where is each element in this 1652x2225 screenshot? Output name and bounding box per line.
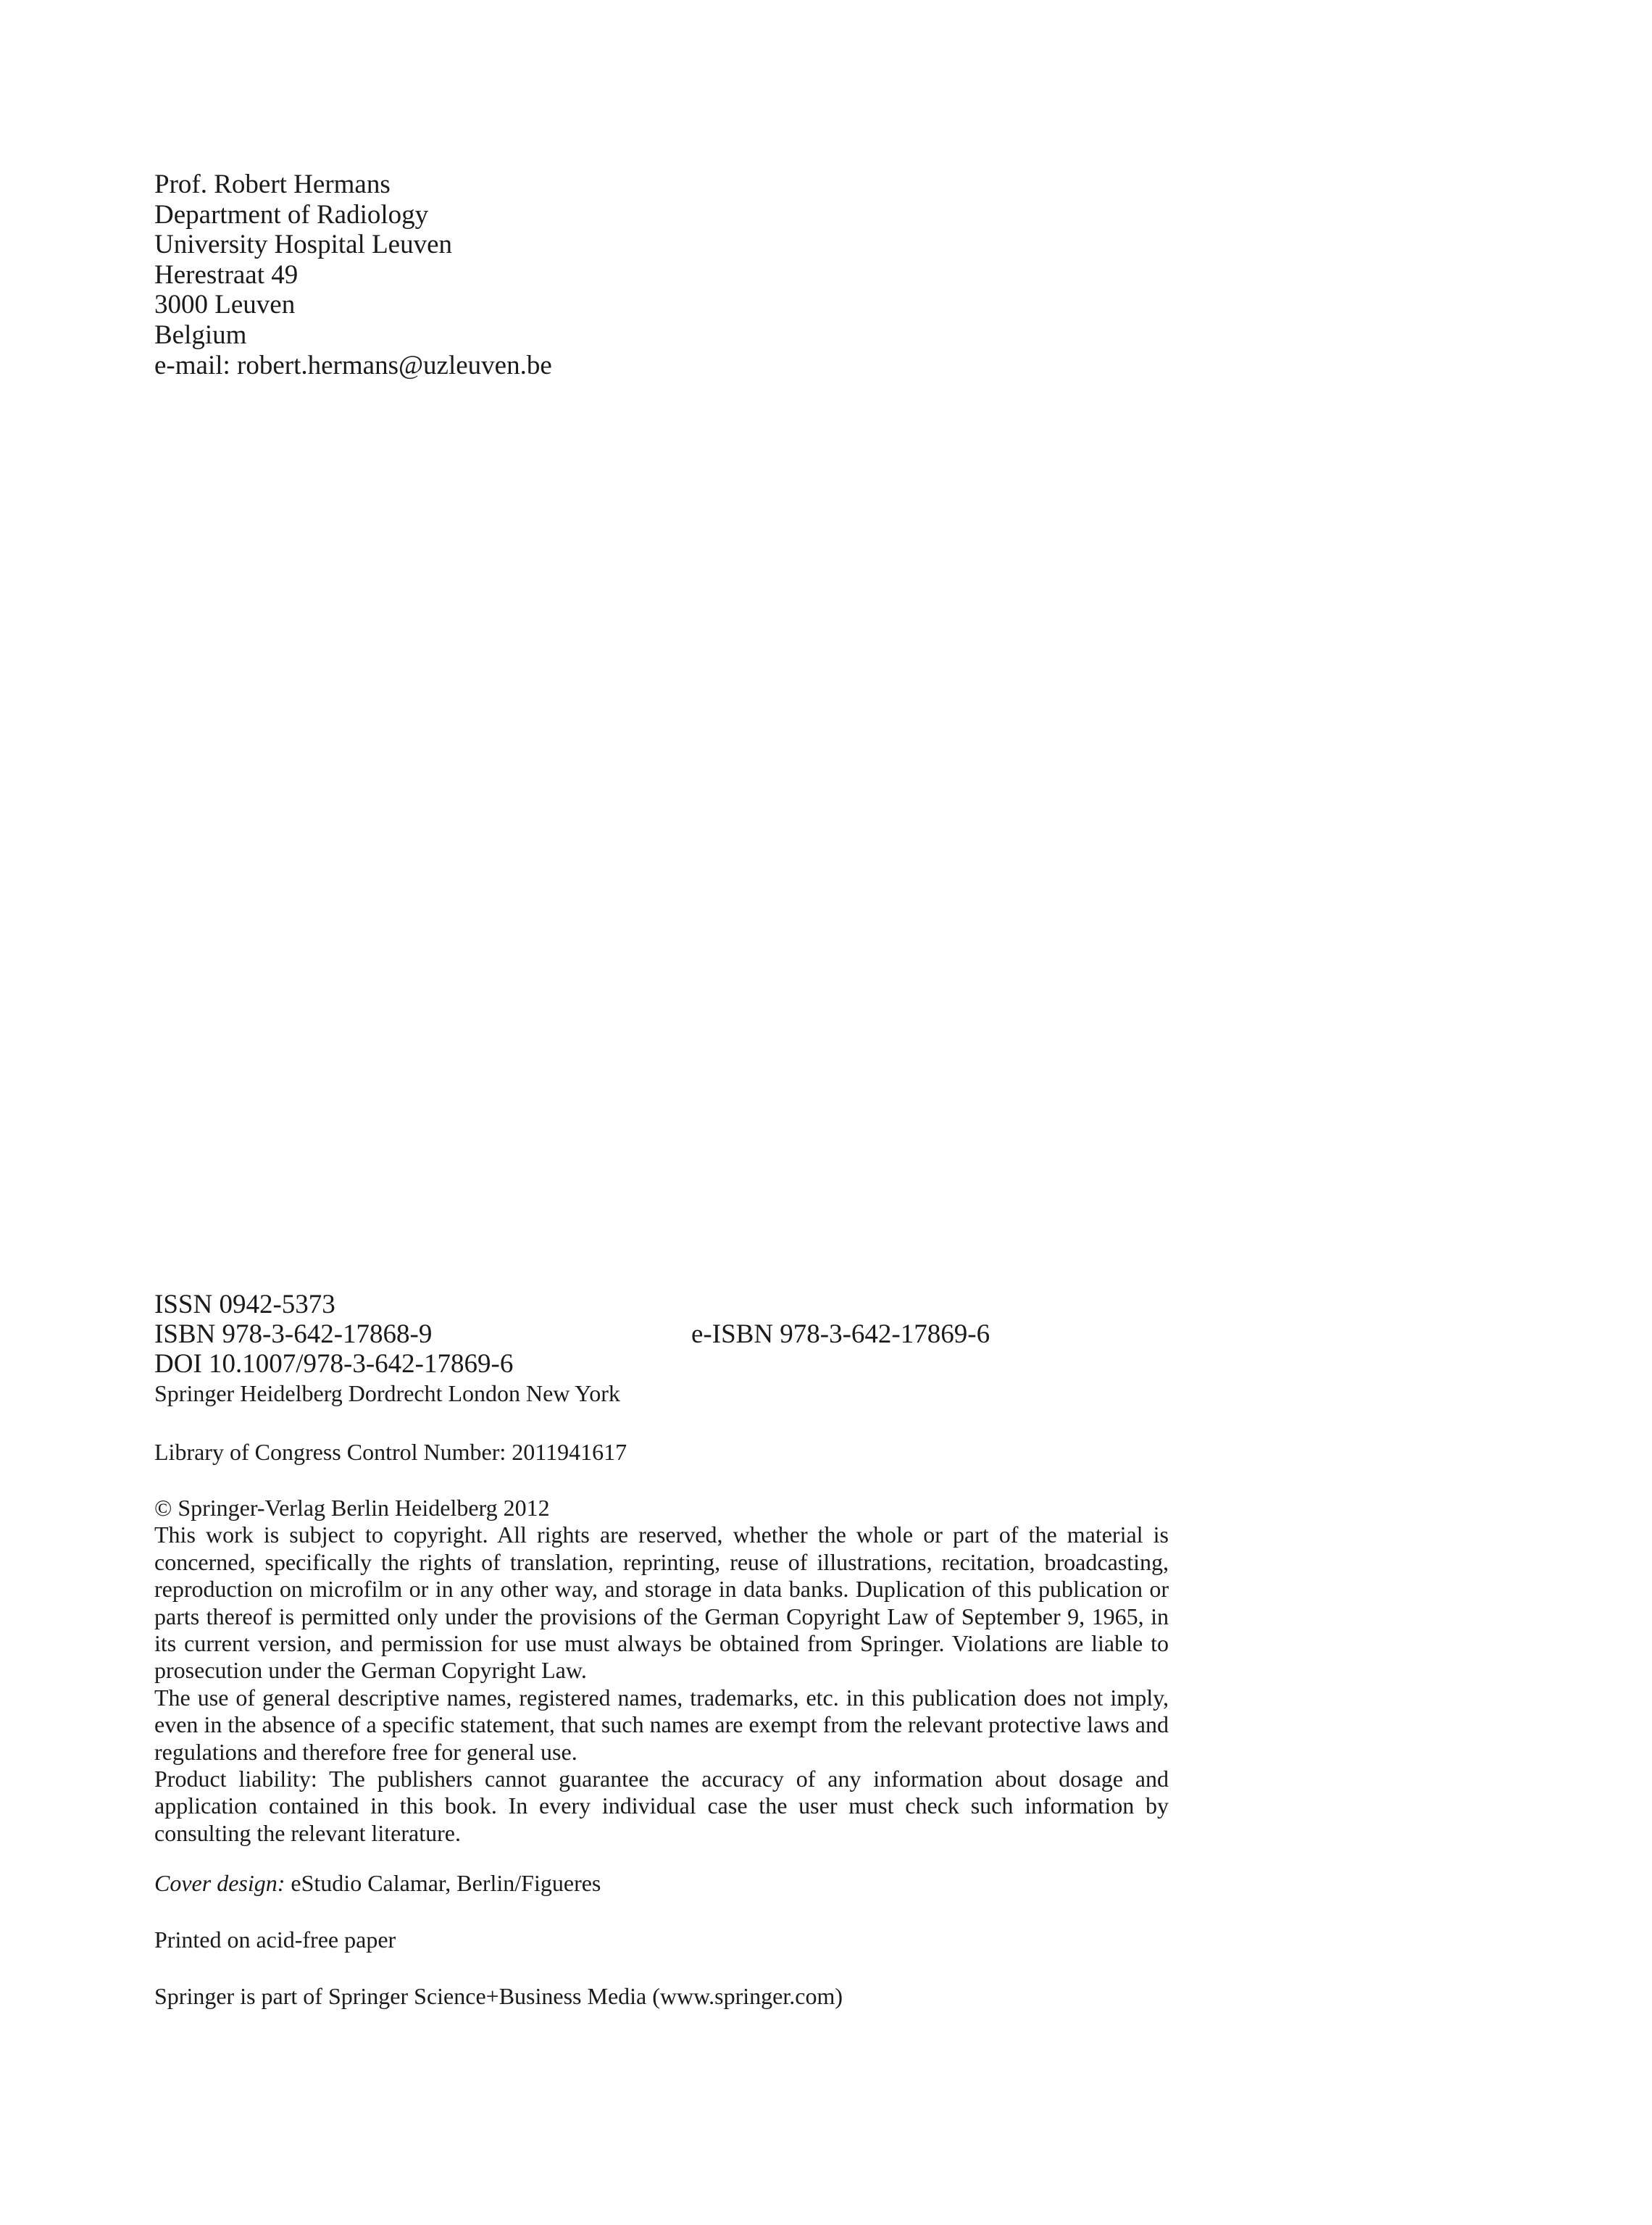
copyright-notice: This work is subject to copyright. All rights are reserved, whether the whole or part of the material is concerned, specifically the rights of translation, reprinting, reuse of illustrations, recitation, broadcasting, reproduction on microfilm or in any other way, and storage in data banks. Duplication of this publication or parts thereof is permitted only under the provisions of the German Copyright Law of September 9, 1965, in its current version, and permission for use must always be obtained from Springer. Violations are liable to prosecution under the German Copyright Law. xyxy=(154,1521,1169,1684)
author-email: e-mail: robert.hermans@uzleuven.be xyxy=(154,350,552,380)
bibliographic-identifiers xyxy=(154,1290,1169,1408)
isbn: ISBN 978-3-642-17868-9 xyxy=(154,1319,433,1349)
library-of-congress-number: Library of Congress Control Number: 2011941617 xyxy=(154,1439,627,1465)
issn: ISSN 0942-5373 xyxy=(154,1290,335,1319)
legal-notices xyxy=(154,1495,1169,1847)
author-street: Herestraat 49 xyxy=(154,259,299,290)
author-address xyxy=(154,170,552,380)
author-department: Department of Radiology xyxy=(154,199,429,230)
cover-design-label: Cover design: xyxy=(154,1870,285,1896)
publisher-locations: Springer Heidelberg Dordrecht London New York xyxy=(154,1380,620,1406)
author-country: Belgium xyxy=(154,320,247,350)
author-city: 3000 Leuven xyxy=(154,290,296,320)
doi: DOI 10.1007/978-3-642-17869-6 xyxy=(154,1349,514,1379)
copyright-line: © Springer-Verlag Berlin Heidelberg 2012 xyxy=(154,1495,550,1521)
springer-note: Springer is part of Springer Science+Business Media (www.springer.com) xyxy=(154,1983,843,2009)
e-isbn: e-ISBN 978-3-642-17869-6 xyxy=(691,1319,990,1349)
author-hospital: University Hospital Leuven xyxy=(154,230,453,260)
trademarks-notice: The use of general descriptive names, registered names, trademarks, etc. in this publication does not imply, even in the absence of a specific statement, that such names are exempt from the relevant protective laws and regulations and therefore free for general use. xyxy=(154,1684,1169,1765)
author-name: Prof. Robert Hermans xyxy=(154,170,391,199)
cover-design-credit xyxy=(154,1870,601,1897)
cover-design-value: eStudio Calamar, Berlin/Figueres xyxy=(285,1870,601,1896)
isbn-row xyxy=(154,1319,1169,1349)
liability-notice: Product liability: The publishers cannot guarantee the accuracy of any information about dosage and application contained in this book. In every individual case the user must check such information by consulting the relevant literature. xyxy=(154,1766,1169,1846)
paper-note: Printed on acid-free paper xyxy=(154,1926,396,1953)
